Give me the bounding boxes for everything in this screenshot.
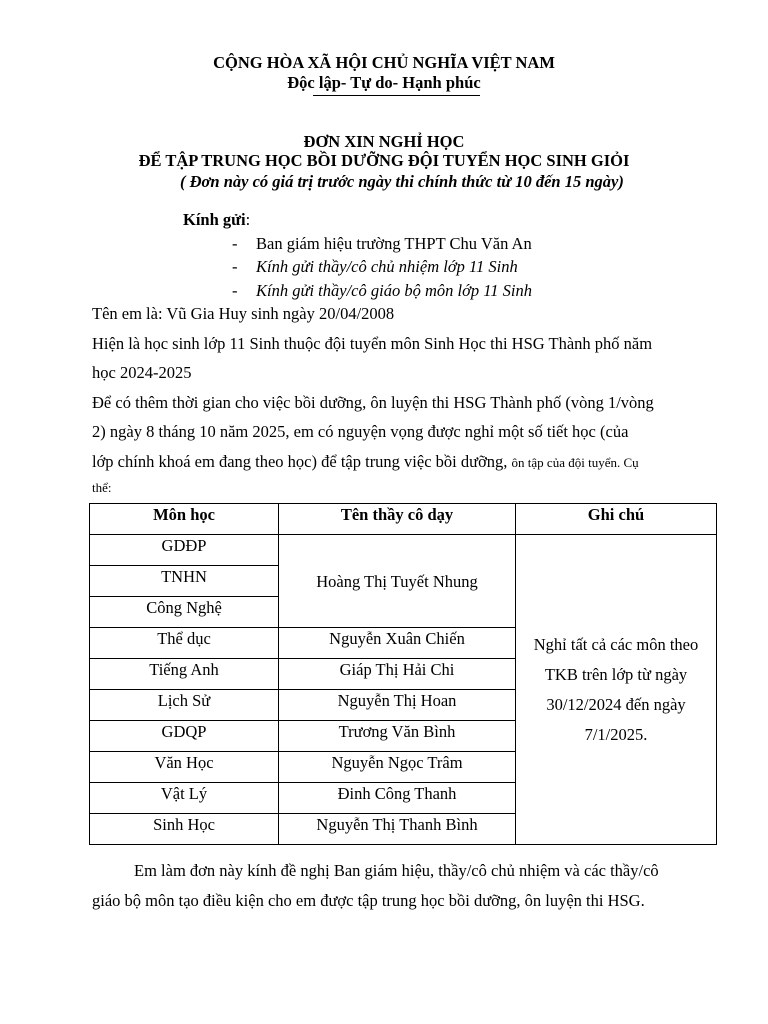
teacher-cell: Nguyễn Thị Hoan bbox=[279, 690, 516, 721]
closing-line: Em làm đơn này kính đề nghị Ban giám hiệu, thầy/cô chủ nhiệm và các thầy/cô bbox=[134, 861, 659, 880]
subject-cell: Thể dục bbox=[90, 628, 279, 659]
teacher-cell: Nguyễn Ngọc Trâm bbox=[279, 752, 516, 783]
table-row bbox=[90, 535, 717, 566]
subject-table bbox=[89, 503, 717, 845]
subject-cell: GDQP bbox=[90, 721, 279, 752]
bullet-dash: - bbox=[232, 281, 238, 300]
closing-line: giáo bộ môn tạo điều kiện cho em được tập trung học bồi dưỡng, ôn luyện thi HSG. bbox=[92, 891, 645, 910]
recipients-label: Kính gửi bbox=[183, 210, 246, 229]
subject-cell: Tiếng Anh bbox=[90, 659, 279, 690]
recipients-heading bbox=[183, 210, 250, 230]
motto-underline bbox=[313, 95, 480, 96]
teacher-cell: Nguyễn Thị Thanh Bình bbox=[279, 814, 516, 845]
subject-cell: Lịch Sử bbox=[90, 690, 279, 721]
subject-cell: Sinh Học bbox=[90, 814, 279, 845]
reason-line: thể: bbox=[92, 480, 112, 495]
class-info-line: Hiện là học sinh lớp 11 Sinh thuộc đội tuyển môn Sinh Học thi HSG Thành phố năm bbox=[92, 334, 653, 353]
teacher-cell: Trương Văn Bình bbox=[279, 721, 516, 752]
bullet-dash: - bbox=[232, 257, 238, 276]
subject-cell: GDĐP bbox=[90, 535, 279, 566]
reason-line bbox=[92, 452, 639, 473]
teacher-cell: Hoàng Thị Tuyết Nhung bbox=[279, 535, 516, 628]
subject-cell: Công Nghệ bbox=[90, 597, 279, 628]
header-subject: Môn học bbox=[90, 504, 279, 535]
subject-cell: TNHN bbox=[90, 566, 279, 597]
reason-text: lớp chính khoá em đang theo học) để tập trung việc bồi dưỡng, bbox=[92, 452, 508, 471]
reason-text-small: ôn tập của đội tuyển. Cụ bbox=[511, 455, 639, 470]
recipient-text: Kính gửi thầy/cô chủ nhiệm lớp 11 Sinh bbox=[256, 257, 518, 276]
recipients-colon: : bbox=[245, 210, 251, 229]
motto: Độc lập- Tự do- Hạnh phúc bbox=[287, 73, 481, 92]
teacher-cell: Đinh Công Thanh bbox=[279, 783, 516, 814]
header-teacher: Tên thầy cô dạy bbox=[279, 504, 516, 535]
document-title: ĐƠN XIN NGHỈ HỌC bbox=[303, 132, 465, 151]
table-header-row bbox=[90, 504, 717, 535]
note-cell: Nghỉ tất cả các môn theo TKB trên lớp từ ngày 30/12/2024 đến ngày 7/1/2025. bbox=[516, 535, 717, 845]
teacher-cell: Giáp Thị Hải Chi bbox=[279, 659, 516, 690]
document-subtitle: ĐỂ TẬP TRUNG HỌC BỒI DƯỠNG ĐỘI TUYỂN HỌC SINH GIỎI bbox=[138, 151, 630, 170]
national-title: CỘNG HÒA XÃ HỘI CHỦ NGHĨA VIỆT NAM bbox=[213, 53, 555, 72]
bullet-dash: - bbox=[232, 234, 238, 253]
subject-cell: Văn Học bbox=[90, 752, 279, 783]
subject-cell: Vật Lý bbox=[90, 783, 279, 814]
recipient-text: Ban giám hiệu trường THPT Chu Văn An bbox=[256, 234, 532, 253]
class-info-line: học 2024-2025 bbox=[92, 363, 192, 382]
reason-line: 2) ngày 8 tháng 10 năm 2025, em có nguyện vọng được nghỉ một số tiết học (của bbox=[92, 422, 629, 441]
header-note: Ghi chú bbox=[516, 504, 717, 535]
recipient-text: Kính gửi thầy/cô giáo bộ môn lớp 11 Sinh bbox=[256, 281, 532, 300]
reason-line: Để có thêm thời gian cho việc bồi dưỡng, ôn luyện thi HSG Thành phố (vòng 1/vòng bbox=[92, 393, 654, 412]
student-name: Tên em là: Vũ Gia Huy sinh ngày 20/04/2008 bbox=[92, 304, 395, 323]
validity-note: ( Đơn này có giá trị trước ngày thi chính thức từ 10 đến 15 ngày) bbox=[180, 172, 624, 191]
teacher-cell: Nguyễn Xuân Chiến bbox=[279, 628, 516, 659]
